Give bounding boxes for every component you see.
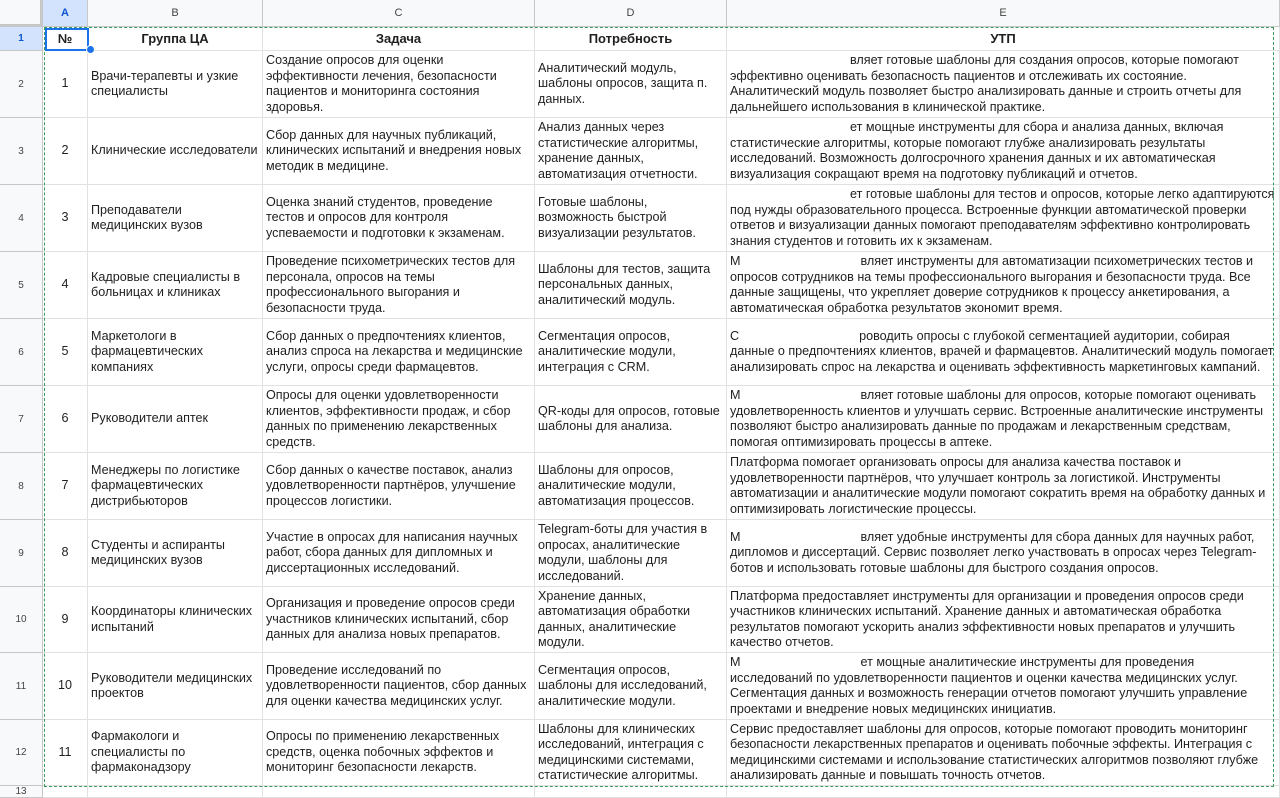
cell-text-group: Студенты и аспиранты медицинских вузов <box>91 537 225 567</box>
row-header-10[interactable]: 10 <box>0 587 43 653</box>
column-header-c[interactable]: C <box>263 0 535 27</box>
cell-text-task: Опросы для оценки удовлетворенности клиентов, эффективности продаж, и сбор данных по применению лекарственных средств. <box>266 388 511 449</box>
table-cell-usp[interactable] <box>727 720 1280 786</box>
usp-text: ет мощные аналитические инструменты для проведения исследований по удовлетворенности пациентов и оценки качества медицинских услуг. Сегментация данных и возможность генерации отчетов помогают улучшить управление проектами и внедрение новых медицинских инициатив. <box>730 655 1248 716</box>
redacted-text <box>739 330 859 342</box>
cell-text-num: 6 <box>61 411 69 426</box>
empty-cell[interactable] <box>88 786 263 798</box>
header-cell-num[interactable] <box>43 27 88 51</box>
cell-text-group: Клинические исследователи <box>91 143 258 158</box>
row-header-4[interactable]: 4 <box>0 185 43 252</box>
table-cell-num[interactable] <box>43 252 88 319</box>
row-header-6[interactable]: 6 <box>0 319 43 386</box>
table-cell-group[interactable] <box>88 653 263 720</box>
cell-text-usp <box>730 655 1276 717</box>
cell-text-num: 8 <box>61 545 69 560</box>
empty-cell[interactable] <box>263 786 535 798</box>
row-header-12[interactable]: 12 <box>0 720 43 786</box>
cell-text-group: Фармакологи и специалисты по фармаконадзору <box>91 729 191 775</box>
cell-text-task: Создание опросов для оценки эффективности лечения, безопасности пациентов и мониторинга состояния здоровья. <box>266 53 497 114</box>
redacted-text <box>741 657 861 669</box>
table-cell-num[interactable] <box>43 520 88 587</box>
usp-text: ет мощные инструменты для сбора и анализа данных, включая статистические алгоритмы, которые помогают глубже анализировать результаты исследований. Возможность долгосрочного хранения данных и их автоматическая визуализация сокращают время на подготовку публикаций и отчетов. <box>730 120 1224 181</box>
table-cell-need[interactable] <box>535 453 727 520</box>
cell-text-task: Проведение исследований по удовлетворенности пациентов, сбор данных для оценки качества медицинских услуг. <box>266 662 527 708</box>
table-cell-usp[interactable] <box>727 252 1280 319</box>
table-cell-num[interactable] <box>43 51 88 118</box>
header-cell-group[interactable] <box>88 27 263 51</box>
table-cell-usp[interactable] <box>727 118 1280 185</box>
table-cell-group[interactable] <box>88 386 263 453</box>
table-cell-usp[interactable] <box>727 520 1280 587</box>
column-header-a[interactable]: A <box>43 0 88 27</box>
usp-text: роводить опросы с глубокой сегментацией аудитории, собирая данные о предпочтениях клиентов, врачей и фармацевтов. Аналитический модуль помогает анализировать спрос на лекарства и оценивать эффективность маркетинговых кампаний. <box>730 328 1274 374</box>
cell-text-task: Сбор данных о предпочтениях клиентов, анализ спроса на лекарства и медицинские услуги, опросы среди фармацевтов. <box>266 328 523 374</box>
cell-text-task: Сбор данных о качестве поставок, анализ удовлетворенности партнёров, улучшение процессов логистики. <box>266 462 516 508</box>
redacted-text <box>741 390 861 402</box>
table-cell-task[interactable] <box>263 118 535 185</box>
cell-text-usp <box>730 388 1276 450</box>
usp-text: Платформа предоставляет инструменты для организации и проведения опросов среди участников клинических испытаний. Хранение данных и автоматическая обработка результатов помогают ускорить анализ эффективности новых препаратов и улучшить качество отчетов. <box>730 588 1244 649</box>
cell-text-group: Кадровые специалисты в больницах и клиниках <box>91 269 241 299</box>
table-cell-usp[interactable] <box>727 386 1280 453</box>
table-cell-group[interactable] <box>88 252 263 319</box>
row-header-11[interactable]: 11 <box>0 653 43 720</box>
table-cell-usp[interactable] <box>727 51 1280 118</box>
table-cell-task[interactable] <box>263 386 535 453</box>
row-header-7[interactable]: 7 <box>0 386 43 453</box>
table-cell-need[interactable] <box>535 653 727 720</box>
table-cell-task[interactable] <box>263 185 535 252</box>
usp-text: вляет инструменты для автоматизации психометрических тестов и опросов сотрудников на темы профессионального выгорания и безопасности труда. Все данные защищены, что укрепляет доверие сотрудников к процессу анкетирования, а автоматическая обработка результатов экономит время. <box>730 254 1254 315</box>
row-header-2[interactable]: 2 <box>0 51 43 118</box>
cell-text-group: Руководители медицинских проектов <box>91 670 253 700</box>
redacted-text <box>730 122 850 134</box>
table-cell-num[interactable] <box>43 587 88 653</box>
cell-text-usp <box>730 329 1276 376</box>
table-cell-usp[interactable] <box>727 453 1280 520</box>
column-header-e[interactable]: E <box>727 0 1280 27</box>
row-header-9[interactable]: 9 <box>0 520 43 587</box>
usp-text: ет готовые шаблоны для тестов и опросов, которые легко адаптируются под нужды образовательного процесса. Встроенные функции автоматической проверки ответов и визуализации данных помогают преподавателям эффективно контролировать знания студентов и готовить их к экзаменам. <box>730 187 1275 248</box>
empty-cell[interactable] <box>727 786 1280 798</box>
cell-text-num: 2 <box>61 143 69 158</box>
table-cell-num[interactable] <box>43 319 88 386</box>
table-cell-num[interactable] <box>43 185 88 252</box>
redacted-text <box>730 189 850 201</box>
table-cell-need[interactable] <box>535 720 727 786</box>
cell-text-task: Сбор данных для научных публикаций, клинических испытаний и внедрения новых методик в медицине. <box>266 127 522 173</box>
table-cell-group[interactable] <box>88 319 263 386</box>
usp-lead-text: М <box>730 655 741 669</box>
cell-text-need: Сегментация опросов, шаблоны для исследований, аналитические модули. <box>538 662 707 708</box>
cell-text-usp <box>730 254 1276 316</box>
header-cell-task[interactable] <box>263 27 535 51</box>
cell-text-need: Шаблоны для тестов, защита персональных данных, аналитический модуль. <box>538 261 711 307</box>
table-cell-group[interactable] <box>88 720 263 786</box>
table-cell-num[interactable] <box>43 118 88 185</box>
cell-text-group: Преподаватели медицинских вузов <box>91 202 203 232</box>
redacted-text <box>741 531 861 543</box>
table-cell-task[interactable] <box>263 520 535 587</box>
cell-text-need: Анализ данных через статистические алгоритмы, хранение данных, автоматизация отчетности. <box>538 120 699 181</box>
cell-text-usp <box>730 589 1276 651</box>
table-cell-need[interactable] <box>535 252 727 319</box>
usp-lead-text: С <box>730 328 740 343</box>
select-all-corner[interactable] <box>0 0 43 27</box>
table-cell-need[interactable] <box>535 520 727 587</box>
table-cell-task[interactable] <box>263 653 535 720</box>
cell-text-num: 11 <box>58 744 72 759</box>
row-header-3[interactable]: 3 <box>0 118 43 185</box>
column-header-b[interactable]: B <box>88 0 263 27</box>
cell-text-num: 5 <box>61 344 69 359</box>
cell-text-num: 1 <box>61 76 69 91</box>
table-cell-task[interactable] <box>263 51 535 118</box>
cell-text-need: Шаблоны для клинических исследований, интеграция с медицинскими системами, статистические алгоритмы. <box>538 721 704 782</box>
cell-text-task: Проведение психометрических тестов для персонала, опросов на темы профессионального выгорания и безопасности труда. <box>266 254 516 315</box>
cell-text-group: Врачи-терапевты и узкие специалисты <box>91 68 239 98</box>
table-cell-need[interactable] <box>535 319 727 386</box>
cell-text-group: Координаторы клинических испытаний <box>91 604 253 634</box>
table-cell-task[interactable] <box>263 252 535 319</box>
row-header-1[interactable]: 1 <box>0 27 43 51</box>
usp-text: Платформа помогает организовать опросы для анализа качества поставок и удовлетворенности партнёров, что улучшает контроль за логистикой. Инструменты автоматизации и аналитические модули помогают сократить время на обработку данных и оптимизировать логистические процессы. <box>730 455 1266 516</box>
usp-lead-text: М <box>730 254 741 268</box>
cell-text-num: 3 <box>61 210 69 225</box>
cell-text-need: Сегментация опросов, аналитические модули, интеграция с CRM. <box>538 328 676 374</box>
usp-lead-text: М <box>730 388 741 402</box>
cell-text-need: Telegram-боты для участия в опросах, аналитические модули, шаблоны для исследований. <box>538 522 708 583</box>
cell-text-usp <box>730 455 1276 517</box>
table-cell-need[interactable] <box>535 185 727 252</box>
row-header-5[interactable]: 5 <box>0 252 43 319</box>
header-cell-need[interactable] <box>535 27 727 51</box>
table-cell-num[interactable] <box>43 720 88 786</box>
cell-text-usp <box>730 187 1276 249</box>
header-cell-usp[interactable] <box>727 27 1280 51</box>
cell-text-task: Участие в опросах для написания научных работ, сбора данных для дипломных и диссертационных исследований. <box>266 529 518 575</box>
header-label-group: Группа ЦА <box>141 30 209 46</box>
usp-text: вляет удобные инструменты для сбора данных для научных работ, дипломов и диссертаций. Сервис позволяет легко участвовать в опросах через Telegram-ботов и использовать готовые шаблоны для быстрого создания опросов. <box>730 529 1257 575</box>
table-cell-need[interactable] <box>535 118 727 185</box>
table-cell-num[interactable] <box>43 386 88 453</box>
cell-text-task: Организация и проведение опросов среди участников клинических испытаний, сбор данных для анализа новых препаратов. <box>266 596 515 642</box>
table-cell-group[interactable] <box>88 118 263 185</box>
cell-text-num: 7 <box>61 478 69 493</box>
table-cell-group[interactable] <box>88 520 263 587</box>
table-cell-need[interactable] <box>535 386 727 453</box>
table-cell-task[interactable] <box>263 453 535 520</box>
cell-text-group: Менеджеры по логистике фармацевтических дистрибьюторов <box>91 462 240 508</box>
table-cell-group[interactable] <box>88 587 263 653</box>
row-header-8[interactable]: 8 <box>0 453 43 520</box>
column-header-d[interactable]: D <box>535 0 727 27</box>
usp-text: вляет готовые шаблоны для создания опросов, которые помогают эффективно оценивать безопасность пациентов и отслеживать их состояние. Аналитический модуль позволяет быстро анализировать данные и строить отчеты для дальнейшего использования в клинической практике. <box>730 53 1242 114</box>
table-cell-group[interactable] <box>88 185 263 252</box>
cell-text-num: 10 <box>57 678 72 693</box>
cell-text-usp <box>730 120 1276 182</box>
cell-text-need: Шаблоны для опросов, аналитические модули, автоматизация процессов. <box>538 462 695 508</box>
cell-text-need: QR-коды для опросов, готовые шаблоны для анализа. <box>538 403 720 433</box>
cell-text-usp <box>730 53 1276 115</box>
empty-cell[interactable] <box>535 786 727 798</box>
table-cell-task[interactable] <box>263 720 535 786</box>
empty-cell[interactable] <box>43 786 88 798</box>
table-cell-task[interactable] <box>263 319 535 386</box>
cell-text-need: Хранение данных, автоматизация обработки данных, аналитические модули. <box>538 588 691 649</box>
table-cell-num[interactable] <box>43 653 88 720</box>
cell-text-group: Маркетологи в фармацевтических компаниях <box>91 328 204 374</box>
redacted-text <box>741 256 861 268</box>
table-cell-usp[interactable] <box>727 587 1280 653</box>
table-cell-group[interactable] <box>88 453 263 520</box>
table-cell-group[interactable] <box>88 51 263 118</box>
cell-text-need: Готовые шаблоны, возможность быстрой визуализации результатов. <box>538 194 696 240</box>
cell-text-usp <box>730 530 1276 577</box>
table-cell-need[interactable] <box>535 51 727 118</box>
cell-text-group: Руководители аптек <box>91 411 209 426</box>
table-cell-usp[interactable] <box>727 185 1280 252</box>
usp-text: вляет готовые шаблоны для опросов, которые помогают оценивать удовлетворенность клиентов и улучшать сервис. Встроенные аналитические инструменты позволяют быстро анализировать данные по продажам и лекарственным средствам, помогая оптимизировать процессы в аптеке. <box>730 388 1264 449</box>
row-header-13[interactable]: 13 <box>0 786 43 798</box>
cell-text-task: Оценка знаний студентов, проведение тестов и опросов для контроля успеваемости и подготовки к экзаменам. <box>266 194 505 240</box>
cell-text-task: Опросы по применению лекарственных средств, оценка побочных эффектов и мониторинг безопасности лекарств. <box>266 729 500 775</box>
cell-text-num: 4 <box>61 277 69 292</box>
cell-text-need: Аналитический модуль, шаблоны опросов, защита п. данных. <box>538 60 708 106</box>
table-cell-usp[interactable] <box>727 653 1280 720</box>
table-cell-num[interactable] <box>43 453 88 520</box>
header-label-usp: УТП <box>990 30 1016 46</box>
cell-text-usp <box>730 722 1276 784</box>
header-label-need: Потребность <box>588 30 673 46</box>
fill-handle[interactable] <box>86 45 95 54</box>
header-label-task: Задача <box>375 30 422 46</box>
usp-lead-text: М <box>730 529 741 544</box>
usp-text: Сервис предоставляет шаблоны для опросов, которые помогают проводить мониторинг безопасности лекарственных препаратов и оценивать побочные эффекты. Интеграция с медицинскими системами и использование статистических алгоритмов позволяют глубже анализировать данные и повышать точность отчетов. <box>730 721 1259 782</box>
table-cell-need[interactable] <box>535 587 727 653</box>
redacted-text <box>730 55 850 67</box>
table-cell-task[interactable] <box>263 587 535 653</box>
cell-text-num: 9 <box>61 611 69 626</box>
header-label-num: № <box>57 30 73 46</box>
table-cell-usp[interactable] <box>727 319 1280 386</box>
